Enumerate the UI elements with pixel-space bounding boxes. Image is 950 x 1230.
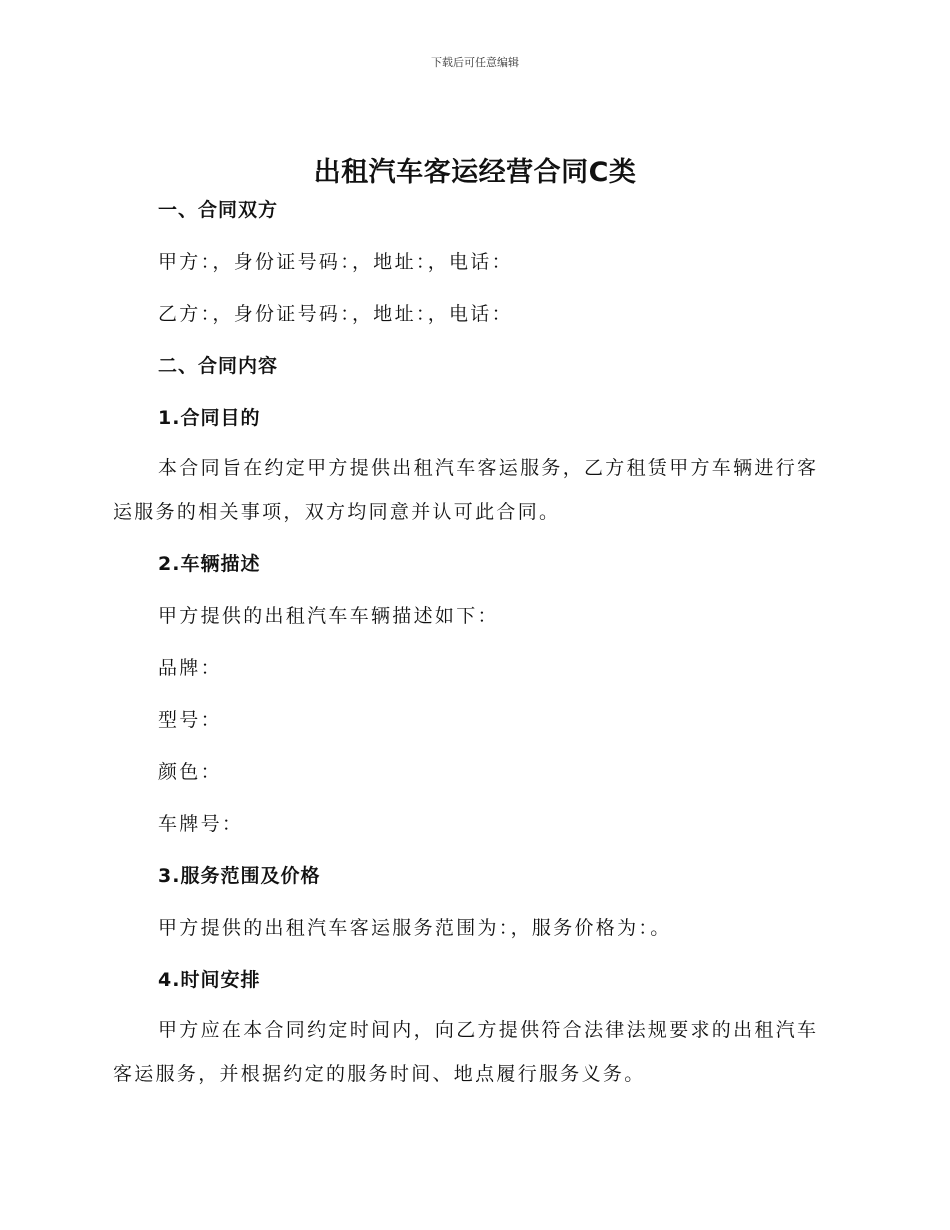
vehicle-brand-line: 品牌： <box>158 657 222 679</box>
document-title: 出租汽车客运经营合同C类 <box>313 157 637 188</box>
subsection-heading-scope: 3.服务范围及价格 <box>158 865 321 887</box>
section-heading-parties: 一、合同双方 <box>158 199 279 221</box>
party-b-line: 乙方：，身份证号码：，地址：，电话： <box>158 303 513 325</box>
vehicle-color-line: 颜色： <box>158 761 222 783</box>
time-paragraph: 甲方应在本合同约定时间内，向乙方提供符合法律法规要求的出租汽车客运服务，并根据约定的服务时间、地点履行服务义务。 <box>113 1019 819 1085</box>
vehicle-model-line: 型号： <box>158 709 222 731</box>
vehicle-intro-line: 甲方提供的出租汽车车辆描述如下： <box>158 605 499 627</box>
subsection-heading-vehicle: 2.车辆描述 <box>158 553 261 575</box>
party-a-line: 甲方：，身份证号码：，地址：，电话： <box>158 251 513 273</box>
scope-price-line: 甲方提供的出租汽车客运服务范围为：，服务价格为：。 <box>158 917 672 939</box>
purpose-paragraph: 本合同旨在约定甲方提供出租汽车客运服务，乙方租赁甲方车辆进行客运服务的相关事项，双方均同意并认可此合同。 <box>113 457 819 523</box>
section-heading-content: 二、合同内容 <box>158 355 279 377</box>
subsection-heading-time: 4.时间安排 <box>158 969 261 991</box>
document-body <box>113 194 833 1096</box>
vehicle-plate-line: 车牌号： <box>158 813 244 835</box>
header-note: 下载后可任意编辑 <box>431 56 519 69</box>
subsection-heading-purpose: 1.合同目的 <box>158 407 261 429</box>
